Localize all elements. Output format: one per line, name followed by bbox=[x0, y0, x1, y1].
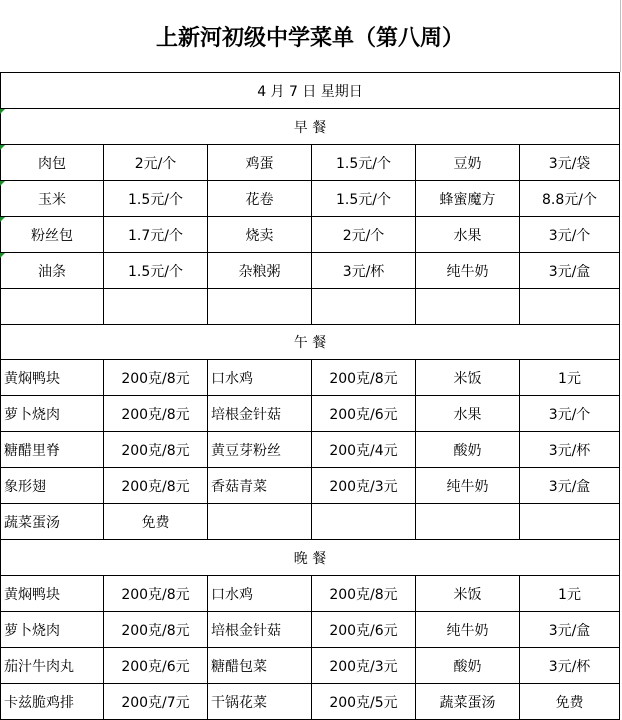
cell-marker bbox=[0, 217, 5, 222]
dinner-row bbox=[0, 612, 620, 648]
item-price-cell: 200克/8元 bbox=[104, 432, 208, 467]
item-name-cell bbox=[208, 504, 312, 539]
date-row bbox=[0, 73, 620, 109]
item-name-cell: 卡兹脆鸡排 bbox=[0, 684, 104, 719]
item-name-cell: 口水鸡 bbox=[208, 576, 312, 611]
item-price-cell: 1元 bbox=[520, 360, 620, 395]
item-price-cell: 1.5元/个 bbox=[104, 181, 208, 216]
item-price-cell: 免费 bbox=[520, 684, 620, 719]
item-name-cell: 萝卜烧肉 bbox=[0, 612, 104, 647]
lunch-row bbox=[0, 504, 620, 540]
item-price-cell: 200克/8元 bbox=[312, 576, 416, 611]
item-name-cell: 玉米 bbox=[0, 181, 104, 216]
item-price-cell: 3元/个 bbox=[520, 396, 620, 431]
item-price-cell: 200克/7元 bbox=[104, 684, 208, 719]
item-name-cell: 干锅花菜 bbox=[208, 684, 312, 719]
cell-marker bbox=[0, 181, 5, 186]
item-name-cell: 酸奶 bbox=[416, 648, 520, 683]
dinner-row bbox=[0, 576, 620, 612]
item-price-cell bbox=[520, 289, 620, 324]
lunch-label: 午 餐 bbox=[293, 334, 327, 351]
lunch-row bbox=[0, 432, 620, 468]
date-label: 4 月 7 日 星期日 bbox=[257, 83, 363, 100]
item-price-cell: 200克/8元 bbox=[104, 396, 208, 431]
item-price-cell: 3元/个 bbox=[520, 217, 620, 252]
item-price-cell: 200克/8元 bbox=[104, 360, 208, 395]
item-price-cell: 200克/8元 bbox=[104, 612, 208, 647]
item-price-cell: 3元/杯 bbox=[520, 432, 620, 467]
breakfast-row bbox=[0, 217, 620, 253]
item-name-cell bbox=[0, 289, 104, 324]
item-name-cell bbox=[416, 504, 520, 539]
item-price-cell: 1.5元/个 bbox=[104, 253, 208, 288]
dinner-row bbox=[0, 684, 620, 720]
item-name-cell: 蔬菜蛋汤 bbox=[0, 504, 104, 539]
item-price-cell: 200克/8元 bbox=[104, 576, 208, 611]
breakfast-row bbox=[0, 253, 620, 289]
item-name-cell: 油条 bbox=[0, 253, 104, 288]
item-price-cell: 2元/个 bbox=[104, 145, 208, 180]
item-price-cell: 200克/6元 bbox=[312, 612, 416, 647]
item-name-cell: 米饭 bbox=[416, 360, 520, 395]
item-price-cell: 200克/8元 bbox=[104, 468, 208, 503]
item-name-cell: 杂粮粥 bbox=[208, 253, 312, 288]
dinner-label: 晚 餐 bbox=[293, 550, 327, 567]
item-price-cell: 免费 bbox=[104, 504, 208, 539]
item-name-cell: 肉包 bbox=[0, 145, 104, 180]
item-name-cell: 蔬菜蛋汤 bbox=[416, 684, 520, 719]
item-price-cell: 1.5元/个 bbox=[312, 145, 416, 180]
item-price-cell: 8.8元/个 bbox=[520, 181, 620, 216]
item-price-cell: 200克/5元 bbox=[312, 684, 416, 719]
item-price-cell: 200克/6元 bbox=[312, 396, 416, 431]
cell-marker bbox=[0, 253, 5, 258]
item-price-cell: 3元/盒 bbox=[520, 612, 620, 647]
item-name-cell: 糖醋里脊 bbox=[0, 432, 104, 467]
item-name-cell: 水果 bbox=[416, 396, 520, 431]
lunch-row bbox=[0, 468, 620, 504]
item-price-cell: 200克/3元 bbox=[312, 648, 416, 683]
breakfast-row bbox=[0, 145, 620, 181]
item-price-cell: 200克/8元 bbox=[312, 360, 416, 395]
dinner-row bbox=[0, 648, 620, 684]
item-price-cell: 200克/3元 bbox=[312, 468, 416, 503]
lunch-header bbox=[0, 324, 620, 360]
item-price-cell: 3元/盒 bbox=[520, 253, 620, 288]
item-price-cell: 3元/杯 bbox=[312, 253, 416, 288]
item-name-cell: 黄豆芽粉丝 bbox=[208, 432, 312, 467]
item-name-cell: 粉丝包 bbox=[0, 217, 104, 252]
item-price-cell bbox=[312, 504, 416, 539]
item-name-cell: 萝卜烧肉 bbox=[0, 396, 104, 431]
item-price-cell bbox=[312, 289, 416, 324]
breakfast-row bbox=[0, 289, 620, 325]
breakfast-label: 早 餐 bbox=[293, 119, 327, 136]
item-name-cell: 花卷 bbox=[208, 181, 312, 216]
item-price-cell: 1元 bbox=[520, 576, 620, 611]
lunch-row bbox=[0, 360, 620, 396]
item-name-cell: 水果 bbox=[416, 217, 520, 252]
item-name-cell bbox=[208, 289, 312, 324]
item-name-cell: 鸡蛋 bbox=[208, 145, 312, 180]
item-name-cell: 烧卖 bbox=[208, 217, 312, 252]
item-name-cell: 豆奶 bbox=[416, 145, 520, 180]
item-name-cell: 酸奶 bbox=[416, 432, 520, 467]
item-name-cell: 纯牛奶 bbox=[416, 253, 520, 288]
item-price-cell: 200克/6元 bbox=[104, 648, 208, 683]
item-name-cell: 黄焖鸭块 bbox=[0, 576, 104, 611]
breakfast-header bbox=[0, 109, 620, 145]
item-name-cell: 纯牛奶 bbox=[416, 612, 520, 647]
cell-marker bbox=[0, 109, 5, 114]
item-price-cell: 2元/个 bbox=[312, 217, 416, 252]
item-name-cell: 糖醋包菜 bbox=[208, 648, 312, 683]
cell-marker bbox=[0, 145, 5, 150]
item-price-cell: 3元/袋 bbox=[520, 145, 620, 180]
item-name-cell: 黄焖鸭块 bbox=[0, 360, 104, 395]
breakfast-row bbox=[0, 181, 620, 217]
item-price-cell: 1.5元/个 bbox=[312, 181, 416, 216]
item-price-cell bbox=[520, 504, 620, 539]
item-name-cell: 米饭 bbox=[416, 576, 520, 611]
item-price-cell: 3元/杯 bbox=[520, 648, 620, 683]
item-name-cell: 香菇青菜 bbox=[208, 468, 312, 503]
item-price-cell: 1.7元/个 bbox=[104, 217, 208, 252]
item-name-cell bbox=[416, 289, 520, 324]
menu-title: 上新河初级中学菜单（第八周） bbox=[0, 0, 621, 72]
item-name-cell: 蜂蜜魔方 bbox=[416, 181, 520, 216]
item-name-cell: 茄汁牛肉丸 bbox=[0, 648, 104, 683]
item-price-cell: 3元/盒 bbox=[520, 468, 620, 503]
item-name-cell: 纯牛奶 bbox=[416, 468, 520, 503]
item-price-cell: 200克/4元 bbox=[312, 432, 416, 467]
item-price-cell bbox=[104, 289, 208, 324]
dinner-header bbox=[0, 540, 620, 576]
item-name-cell: 培根金针菇 bbox=[208, 396, 312, 431]
item-name-cell: 口水鸡 bbox=[208, 360, 312, 395]
item-name-cell: 象形翅 bbox=[0, 468, 104, 503]
lunch-row bbox=[0, 396, 620, 432]
item-name-cell: 培根金针菇 bbox=[208, 612, 312, 647]
